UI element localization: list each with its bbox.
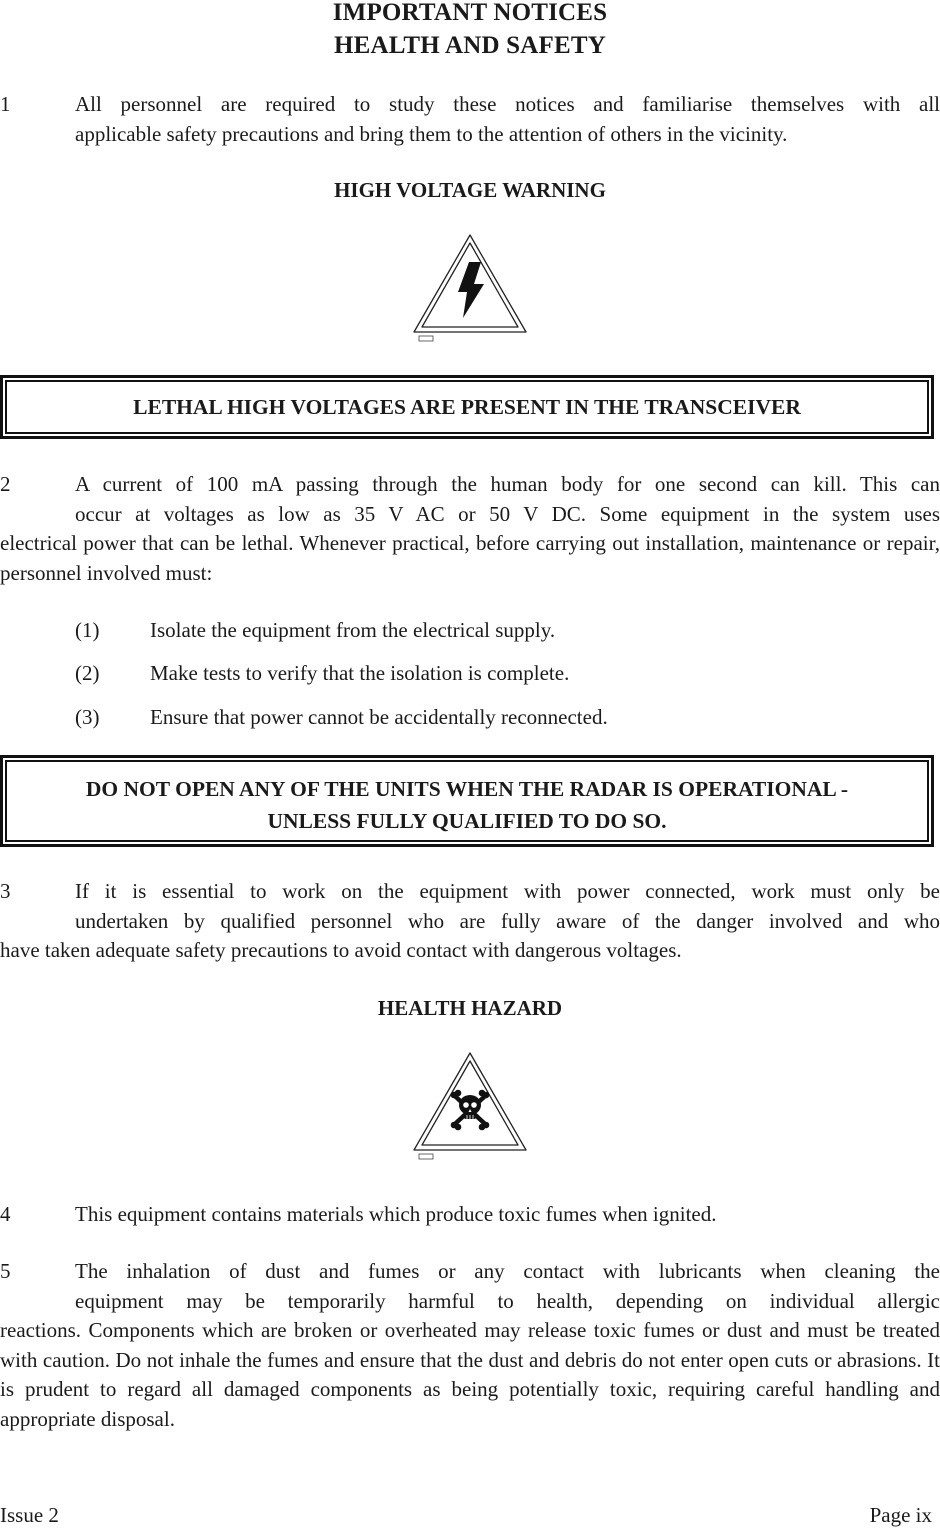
list-item [75, 617, 775, 643]
list-item-text: Isolate the equipment from the electrical supply. [150, 618, 556, 642]
paragraph-line: The inhalation of dust and fumes or any contact with lubricants when cleaning the [75, 1259, 940, 1283]
paragraph-1 [0, 90, 940, 149]
footer-page-number: Page ix [869, 1503, 932, 1527]
paragraph-number: 4 [0, 1202, 11, 1226]
paragraph-5 [0, 1257, 940, 1434]
paragraph-line: If it is essential to work on the equipment with power connected, work must only be [75, 879, 940, 903]
do-not-open-line-2: UNLESS FULLY QUALIFIED TO DO SO. [267, 809, 667, 833]
list-item-label: (3) [75, 705, 100, 729]
list-item-text: Make tests to verify that the isolation is complete. [150, 661, 570, 685]
list-item-text: Ensure that power cannot be accidentally reconnected. [150, 705, 608, 729]
list-item-label: (1) [75, 618, 100, 642]
paragraph-number: 1 [0, 92, 11, 116]
lethal-voltage-warning-box [0, 375, 934, 439]
paragraph-number: 5 [0, 1259, 11, 1283]
paragraph-2 [0, 470, 940, 588]
paragraph-line: applicable safety precautions and bring them to the attention of others in the vicinity. [75, 121, 788, 146]
title-line-1: IMPORTANT NOTICES [332, 0, 608, 26]
paragraph-line: equipment may be temporarily harmful to health, depending on individual allergic [75, 1288, 940, 1313]
footer-issue: Issue 2 [0, 1503, 59, 1527]
paragraph-line: have taken adequate safety precautions to avoid contact with dangerous voltages. [0, 938, 682, 962]
page-title [0, 0, 940, 62]
list-item [75, 704, 775, 730]
paragraph-line: electrical power that can be lethal. Whenever practical, before carrying out installation, maintenance or repair, personnel involved must: [0, 531, 940, 585]
list-item [75, 660, 775, 686]
paragraph-4 [0, 1200, 940, 1230]
paragraph-line: reactions. Components which are broken or overheated may release toxic fumes or dust and must be treated with caution. Do not inhale the fumes and ensure that the dust and debris do not enter open cuts or abrasions. It is prudent to regard all damaged components as being potentially toxic, requiring careful handling and appropriate disposal. [0, 1318, 940, 1431]
paragraph-number: 3 [0, 879, 11, 903]
paragraph-number: 2 [0, 472, 11, 496]
paragraph-line: This equipment contains materials which produce toxic fumes when ignited. [75, 1202, 717, 1226]
high-voltage-triangle-icon [411, 232, 529, 344]
paragraph-line: A current of 100 mA passing through the human body for one second can kill. This can [75, 472, 940, 496]
paragraph-line: undertaken by qualified personnel who are fully aware of the danger involved and who [75, 908, 940, 933]
high-voltage-heading: HIGH VOLTAGE WARNING [334, 178, 606, 202]
paragraph-3 [0, 877, 940, 966]
list-item-label: (2) [75, 661, 100, 685]
lethal-voltage-warning-text: LETHAL HIGH VOLTAGES ARE PRESENT IN THE TRANSCEIVER [133, 395, 801, 419]
do-not-open-warning-box [0, 755, 934, 847]
do-not-open-line-1: DO NOT OPEN ANY OF THE UNITS WHEN THE RADAR IS OPERATIONAL - [85, 777, 849, 801]
health-hazard-heading: HEALTH HAZARD [377, 996, 563, 1020]
paragraph-line: occur at voltages as low as 35 V AC or 50 V DC. Some equipment in the system uses [75, 501, 940, 526]
title-line-2: HEALTH AND SAFETY [334, 32, 606, 59]
paragraph-line: All personnel are required to study these notices and familiarise themselves with all [75, 92, 940, 116]
toxic-skull-triangle-icon [411, 1050, 529, 1162]
